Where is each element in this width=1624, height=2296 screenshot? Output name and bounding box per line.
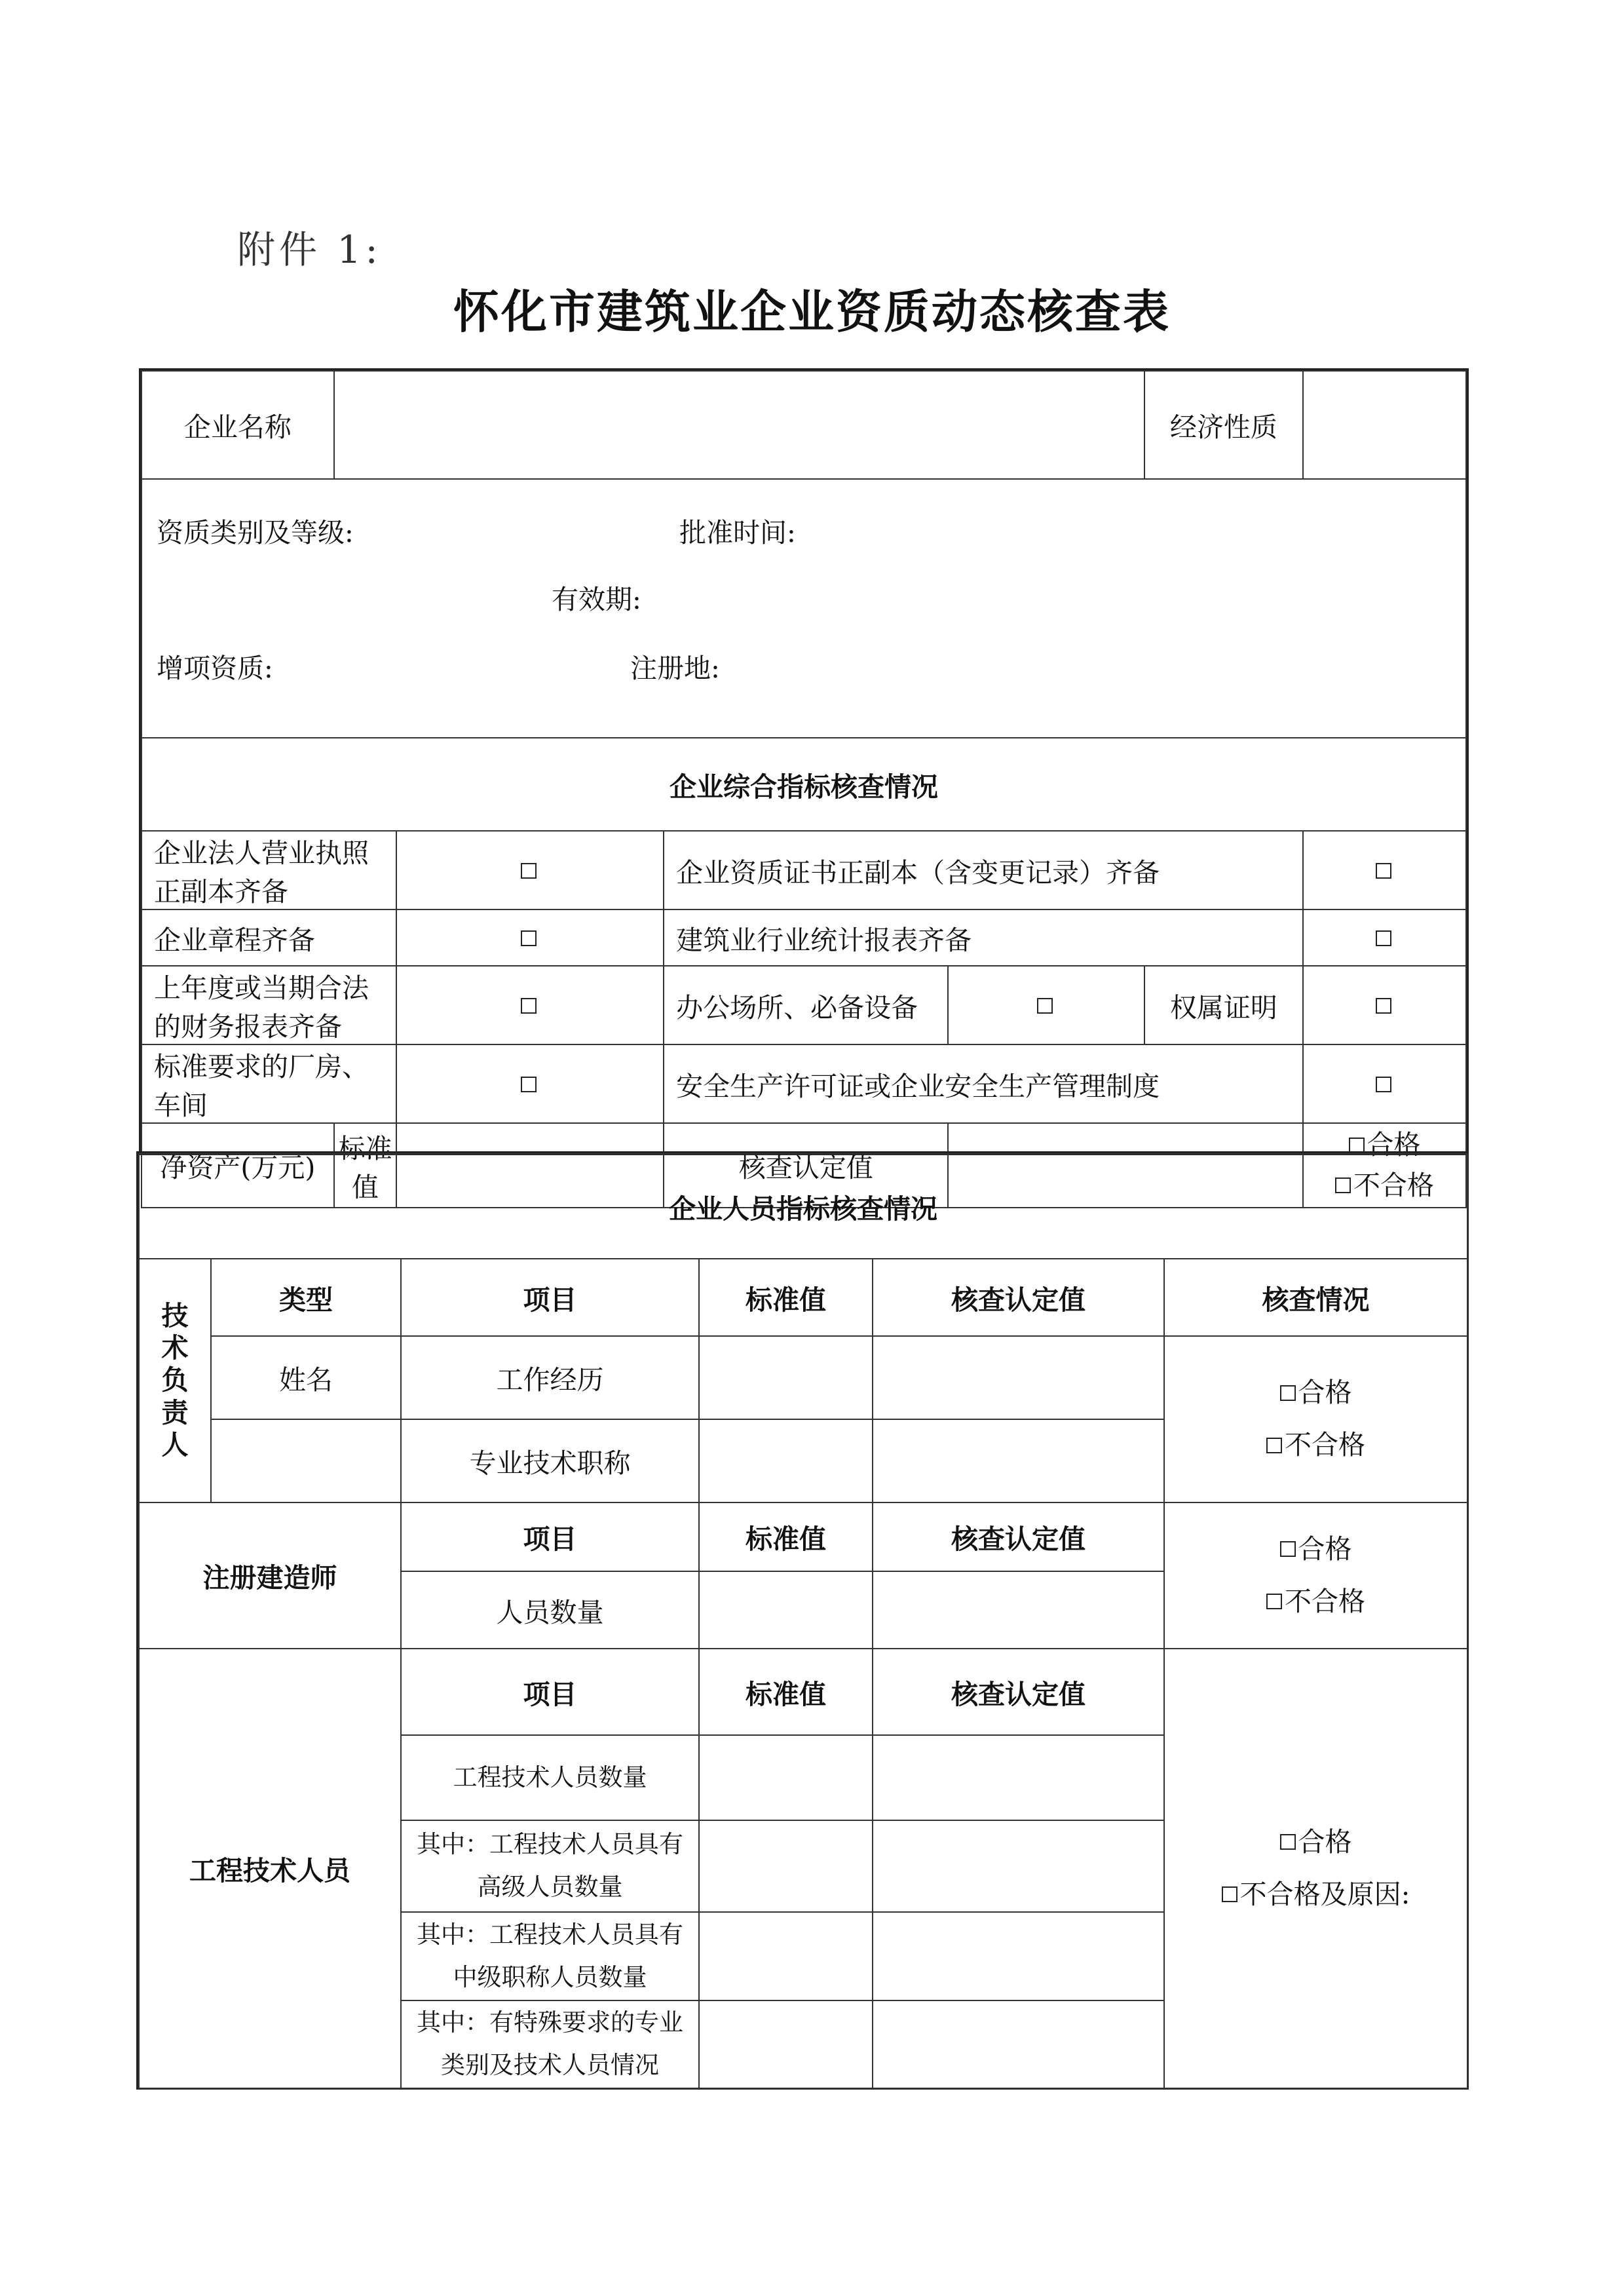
staff-count-verified[interactable]	[873, 1735, 1164, 1820]
checkbox-icon[interactable]	[1280, 1541, 1296, 1557]
check-articles: 企业章程齐备	[142, 909, 396, 966]
check-safety-license: 安全生产许可证或企业安全生产管理制度	[664, 1044, 1303, 1123]
mid-level-staff-standard[interactable]	[699, 1912, 873, 2000]
senior-staff-verified[interactable]	[873, 1820, 1164, 1912]
checkbox-safety-license[interactable]	[1303, 1044, 1466, 1123]
builder-count-standard[interactable]	[699, 1571, 873, 1649]
staff-result[interactable]	[1164, 1649, 1467, 2088]
qualification-label: 资质类别及等级:	[157, 517, 354, 548]
checkbox-statistics-reports[interactable]	[1303, 909, 1466, 966]
checkbox-icon[interactable]	[1376, 930, 1391, 946]
builder-pass: 合格	[1298, 1533, 1352, 1565]
special-staff-verified[interactable]	[873, 2000, 1164, 2088]
result-header: 核查情况	[1164, 1259, 1467, 1336]
checkbox-factory-workshop[interactable]	[396, 1044, 664, 1123]
net-assets-label: 净资产(万元)	[142, 1123, 334, 1208]
checkbox-qualification-certificate[interactable]	[1303, 831, 1466, 909]
professional-title-item: 专业技术职称	[401, 1419, 699, 1502]
net-assets-standard-label: 标准值	[334, 1123, 396, 1208]
checkbox-icon[interactable]	[1376, 863, 1391, 879]
tech-leader-label: 技 术 负 责 人	[139, 1259, 211, 1502]
staff-pass: 合格	[1298, 1826, 1352, 1858]
checkbox-office-equipment[interactable]	[948, 966, 1144, 1044]
builder-count-verified[interactable]	[873, 1571, 1164, 1649]
professional-title-verified[interactable]	[873, 1419, 1164, 1502]
check-financial-statements: 上年度或当期合法的财务报表齐备	[142, 966, 396, 1044]
check-statistics-reports: 建筑业行业统计报表齐备	[664, 909, 1303, 966]
checkbox-icon[interactable]	[1280, 1834, 1296, 1850]
personnel-table	[136, 1151, 1469, 2090]
general-section-title: 企业综合指标核查情况	[142, 738, 1466, 831]
special-staff-item: 其中：有特殊要求的专业类别及技术人员情况	[401, 2000, 699, 2088]
senior-staff-item: 其中：工程技术人员具有高级人员数量	[401, 1820, 699, 1912]
check-factory-workshop: 标准要求的厂房、车间	[142, 1044, 396, 1123]
mid-level-staff-verified[interactable]	[873, 1912, 1164, 2000]
name-field[interactable]	[211, 1419, 401, 1502]
name-label: 姓名	[211, 1336, 401, 1419]
checkbox-icon[interactable]	[1266, 1594, 1282, 1609]
tech-leader-result[interactable]	[1164, 1336, 1467, 1502]
check-business-license: 企业法人营业执照正副本齐备	[142, 831, 396, 909]
checkbox-icon[interactable]	[521, 1077, 537, 1092]
economic-nature-field[interactable]	[1303, 371, 1466, 479]
checkbox-icon[interactable]	[1376, 998, 1391, 1014]
checkbox-articles[interactable]	[396, 909, 664, 966]
company-name-label: 企业名称	[142, 371, 334, 479]
professional-title-standard[interactable]	[699, 1419, 873, 1502]
type-header: 类型	[211, 1259, 401, 1336]
net-assets-fail: 不合格	[1353, 1169, 1435, 1201]
checkbox-icon[interactable]	[1280, 1385, 1296, 1401]
net-assets-verified-label: 核查认定值	[664, 1123, 948, 1208]
qualification-info-block[interactable]	[142, 479, 1466, 738]
form-title: 怀化市建筑业企业资质动态核查表	[453, 285, 1171, 339]
engineering-staff-label: 工程技术人员	[139, 1649, 401, 2088]
builder-standard-header: 标准值	[699, 1502, 873, 1571]
work-experience-item: 工作经历	[401, 1336, 699, 1419]
builder-verified-header: 核查认定值	[873, 1502, 1164, 1571]
registration-place-label: 注册地:	[630, 653, 720, 684]
staff-item-header: 项目	[401, 1649, 699, 1735]
special-staff-standard[interactable]	[699, 2000, 873, 2088]
company-name-field[interactable]	[334, 371, 1144, 479]
builder-result[interactable]	[1164, 1502, 1467, 1649]
builder-item-header: 项目	[401, 1502, 699, 1571]
approval-date-label: 批准时间:	[679, 517, 796, 548]
check-qualification-certificate: 企业资质证书正副本（含变更记录）齐备	[664, 831, 1303, 909]
additional-qualification-label: 增项资质:	[157, 653, 273, 684]
staff-verified-header: 核查认定值	[873, 1649, 1164, 1735]
builder-fail: 不合格	[1285, 1585, 1366, 1617]
checkbox-icon[interactable]	[521, 930, 537, 946]
item-header: 项目	[401, 1259, 699, 1336]
tech-leader-pass: 合格	[1298, 1377, 1352, 1409]
checkbox-icon[interactable]	[1376, 1077, 1391, 1092]
checkbox-icon[interactable]	[521, 863, 537, 879]
checkbox-icon[interactable]	[1349, 1138, 1365, 1153]
staff-fail-reason: 不合格及原因:	[1239, 1878, 1410, 1910]
checkbox-icon[interactable]	[1222, 1886, 1237, 1902]
check-ownership-proof: 权属证明	[1144, 966, 1303, 1044]
personnel-section-title: 企业人员指标核查情况	[139, 1154, 1467, 1259]
checkbox-business-license[interactable]	[396, 831, 664, 909]
economic-nature-label: 经济性质	[1144, 371, 1303, 479]
validity-label: 有效期:	[552, 584, 641, 615]
verified-header: 核查认定值	[873, 1259, 1164, 1336]
standard-header: 标准值	[699, 1259, 873, 1336]
staff-count-standard[interactable]	[699, 1735, 873, 1820]
checkbox-icon[interactable]	[521, 998, 537, 1014]
staff-standard-header: 标准值	[699, 1649, 873, 1735]
annex-label: 附件 1:	[237, 227, 382, 272]
tech-leader-fail: 不合格	[1285, 1429, 1366, 1461]
staff-count-item: 工程技术人员数量	[401, 1735, 699, 1820]
work-experience-standard[interactable]	[699, 1336, 873, 1419]
checkbox-icon[interactable]	[1266, 1438, 1282, 1453]
registered-builder-label: 注册建造师	[139, 1502, 401, 1649]
senior-staff-standard[interactable]	[699, 1820, 873, 1912]
checkbox-financial-statements[interactable]	[396, 966, 664, 1044]
work-experience-verified[interactable]	[873, 1336, 1164, 1419]
mid-level-staff-item: 其中：工程技术人员具有中级职称人员数量	[401, 1912, 699, 2000]
net-assets-pass: 合格	[1367, 1129, 1421, 1160]
basic-and-general-table	[139, 368, 1469, 1203]
builder-count-item: 人员数量	[401, 1571, 699, 1649]
checkbox-icon[interactable]	[1037, 998, 1053, 1014]
checkbox-ownership-proof[interactable]	[1303, 966, 1466, 1044]
check-office-equipment: 办公场所、必备设备	[664, 966, 948, 1044]
